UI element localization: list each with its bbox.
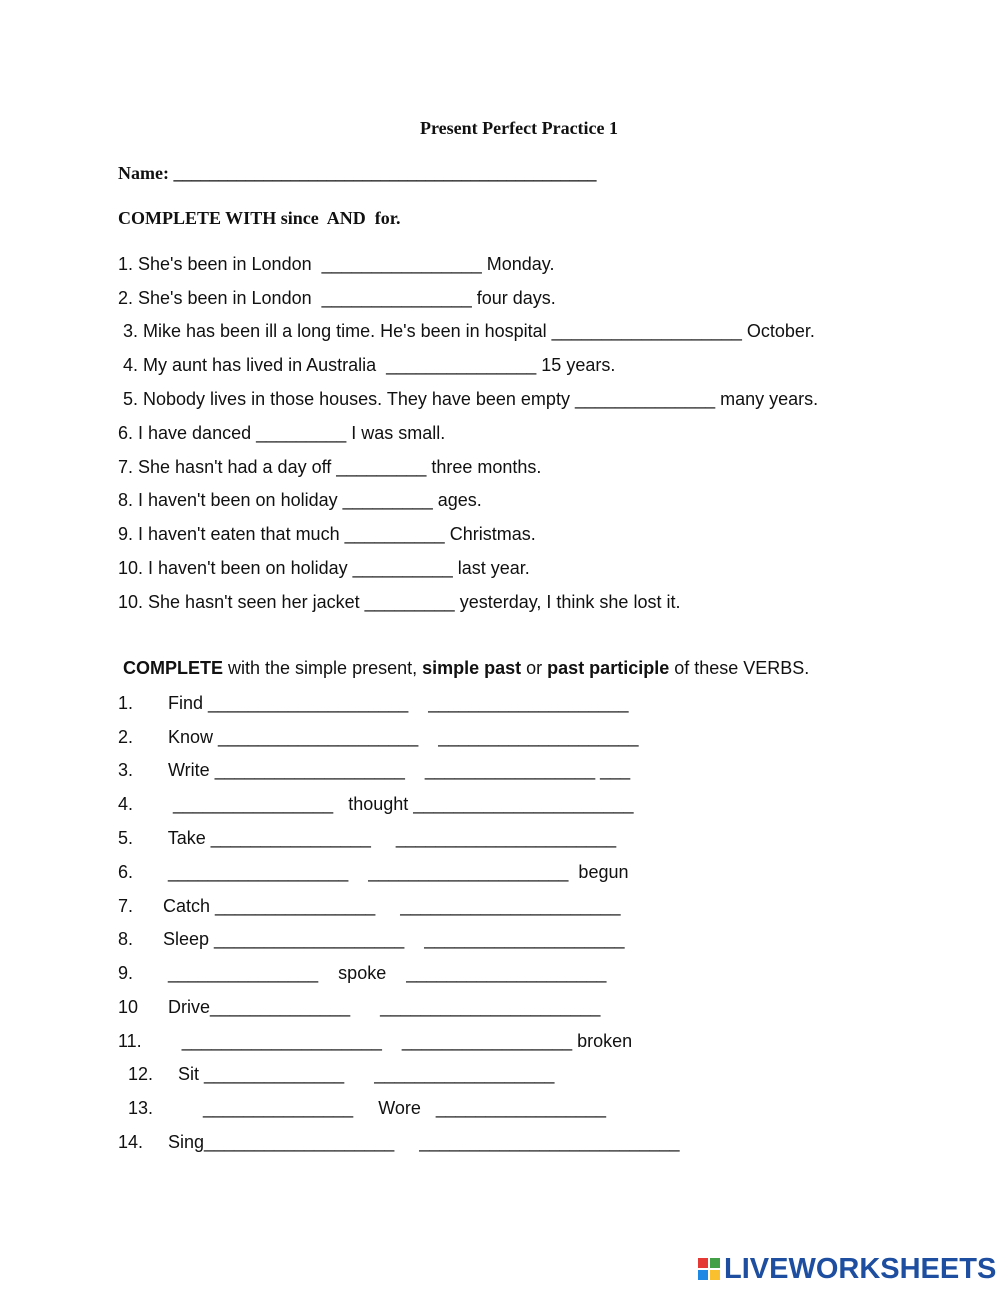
exercise1-item[interactable]: 9. I haven't eaten that much __________ Christmas. [118,524,536,544]
logo-block [698,1270,708,1280]
exercise1-item[interactable]: 2. She's been in London _______________ four days. [118,288,556,308]
verb-row[interactable]: 4. ________________ thought ______________________ [118,794,634,814]
logo-blocks-icon [698,1258,720,1280]
worksheet-title: Present Perfect Practice 1 [420,118,619,138]
logo-block [710,1270,720,1280]
exercise1-item[interactable]: 5. Nobody lives in those houses. They have been empty ______________ many years. [118,389,819,409]
verb-row[interactable]: 8. Sleep ___________________ ____________________ [118,929,625,949]
exercise1-item[interactable]: 8. I haven't been on holiday _________ ages. [118,490,482,510]
verb-row[interactable]: 6. __________________ ____________________ begun [118,862,629,882]
verb-row[interactable]: 12. Sit ______________ __________________ [118,1064,555,1084]
exercise1-item[interactable]: 3. Mike has been ill a long time. He's been in hospital ___________________ October. [118,321,815,341]
verb-row[interactable]: 3. Write ___________________ _________________ ___ [118,760,631,780]
verb-row[interactable]: 13. _______________ Wore _________________ [118,1098,607,1118]
section1-instruction: COMPLETE WITH since AND for. [118,208,401,228]
name-field[interactable]: Name: _______________________________________________ [118,163,597,183]
liveworksheets-logo [698,1252,996,1286]
verb-row[interactable]: 11. ____________________ _________________ broken [118,1031,633,1051]
logo-block [698,1258,708,1268]
verb-row[interactable]: 10 Drive______________ ______________________ [118,997,601,1017]
exercise1-item[interactable]: 6. I have danced _________ I was small. [118,423,446,443]
exercise1-item[interactable]: 4. My aunt has lived in Australia _______________ 15 years. [118,355,616,375]
section2-instruction: COMPLETE with the simple present, simple past or past participle of these VERBS. [123,658,810,678]
verb-row[interactable]: 9. _______________ spoke ____________________ [118,963,607,983]
verb-row[interactable]: 2. Know ____________________ ____________________ [118,727,639,747]
exercise1-item[interactable]: 1. She's been in London ________________ Monday. [118,254,555,274]
verb-row[interactable]: 1. Find ____________________ ____________________ [118,693,629,713]
logo-text: LIVEWORKSHEETS [724,1252,997,1285]
verb-row[interactable]: 14. Sing___________________ __________________________ [118,1132,680,1152]
verb-row[interactable]: 5. Take ________________ ______________________ [118,828,617,848]
exercise1-item[interactable]: 7. She hasn't had a day off _________ three months. [118,457,542,477]
exercise1-item[interactable]: 10. I haven't been on holiday __________ last year. [118,558,530,578]
logo-block [710,1258,720,1268]
exercise1-item[interactable]: 10. She hasn't seen her jacket _________ yesterday, I think she lost it. [118,592,681,612]
verb-row[interactable]: 7. Catch ________________ ______________________ [118,896,621,916]
